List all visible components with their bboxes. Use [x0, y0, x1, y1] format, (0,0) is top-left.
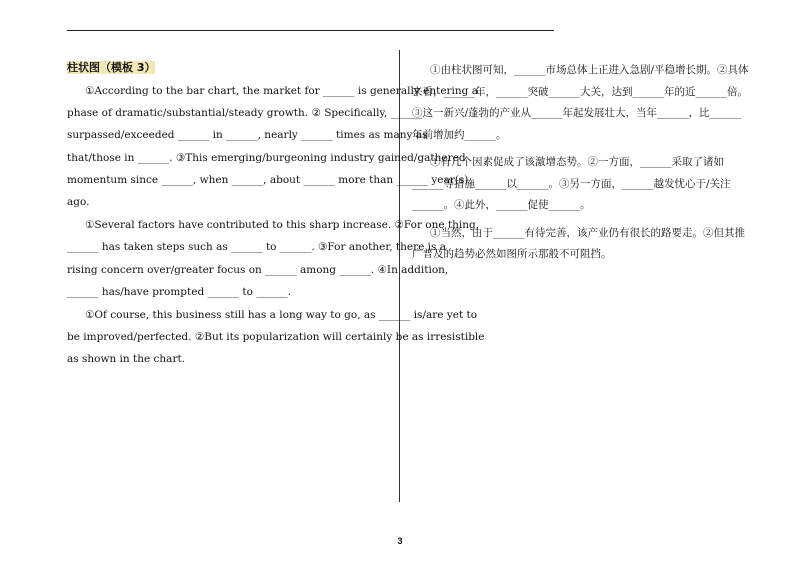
- text-line: 年前增加约______。: [412, 128, 507, 141]
- chinese-paragraph-2: [412, 152, 734, 217]
- text-line: ①Of course, this business still has a long way to go, as ______ is/are yet to: [85, 308, 478, 321]
- text-line: ①当然，由于______有待完善，该产业仍有很长的路要走。②但其推: [430, 226, 745, 239]
- text-line: ______等措施______以______。③另一方面，______越发忧心于/关注: [412, 177, 731, 190]
- text-line: ①Several factors have contributed to this sharp increase. ②For one thing,: [85, 219, 480, 232]
- text-line: ①有几个因素促成了该激增态势。②一方面，______采取了诸如: [430, 156, 724, 168]
- top-rule: [67, 30, 554, 31]
- chinese-paragraph-1: [412, 60, 749, 146]
- text-line: phase of dramatic/substantial/steady growth. ② Specifically, ______: [67, 107, 423, 120]
- chinese-paragraph-3: [412, 223, 745, 266]
- text-line: ago.: [67, 195, 90, 208]
- english-paragraph-3: [67, 304, 485, 371]
- text-line: rising concern over/greater focus on ______ among ______. ④In addition,: [67, 263, 449, 276]
- english-paragraph-2: [67, 214, 480, 303]
- section-heading-text: 柱状图（模板 3）: [67, 61, 156, 74]
- text-line: ______ has/have prompted ______ to ______.: [67, 285, 292, 298]
- text-line: as shown in the chart.: [67, 353, 186, 366]
- text-line: 广普及的趋势必然如图所示那般不可阻挡。: [412, 248, 612, 260]
- text-line: surpassed/exceeded ______ in ______, nearly ______ times as many as: [67, 129, 428, 142]
- text-line: ③这一新兴/蓬勃的产业从______年起发展壮大，当年______，比______: [412, 107, 742, 119]
- text-line: ______ has taken steps such as ______ to ______. ③For another, there is a: [67, 241, 447, 254]
- text-line: ______。④此外，______促使______。: [412, 199, 591, 211]
- text-line: ①由柱状图可知，______市场总体上正进入急剧/平稳增长期。②具体: [430, 64, 749, 76]
- text-line: ①According to the bar chart, the market for ______ is generally entering a: [85, 85, 479, 97]
- text-line: that/those in ______. ③This emerging/burgeoning industry gained/gathered: [67, 151, 466, 164]
- text-line: be improved/perfected. ②But its popularization will certainly be as irresistible: [67, 331, 485, 344]
- page-number: 3: [397, 536, 403, 546]
- text-line: 来看，______年，______突破______大关，达到______年的近______倍。: [412, 85, 748, 98]
- text-line: momentum since ______, when ______, about ______ more than ______ year(s): [67, 173, 469, 186]
- section-heading: [67, 60, 155, 76]
- chinese-template-column: [412, 60, 749, 266]
